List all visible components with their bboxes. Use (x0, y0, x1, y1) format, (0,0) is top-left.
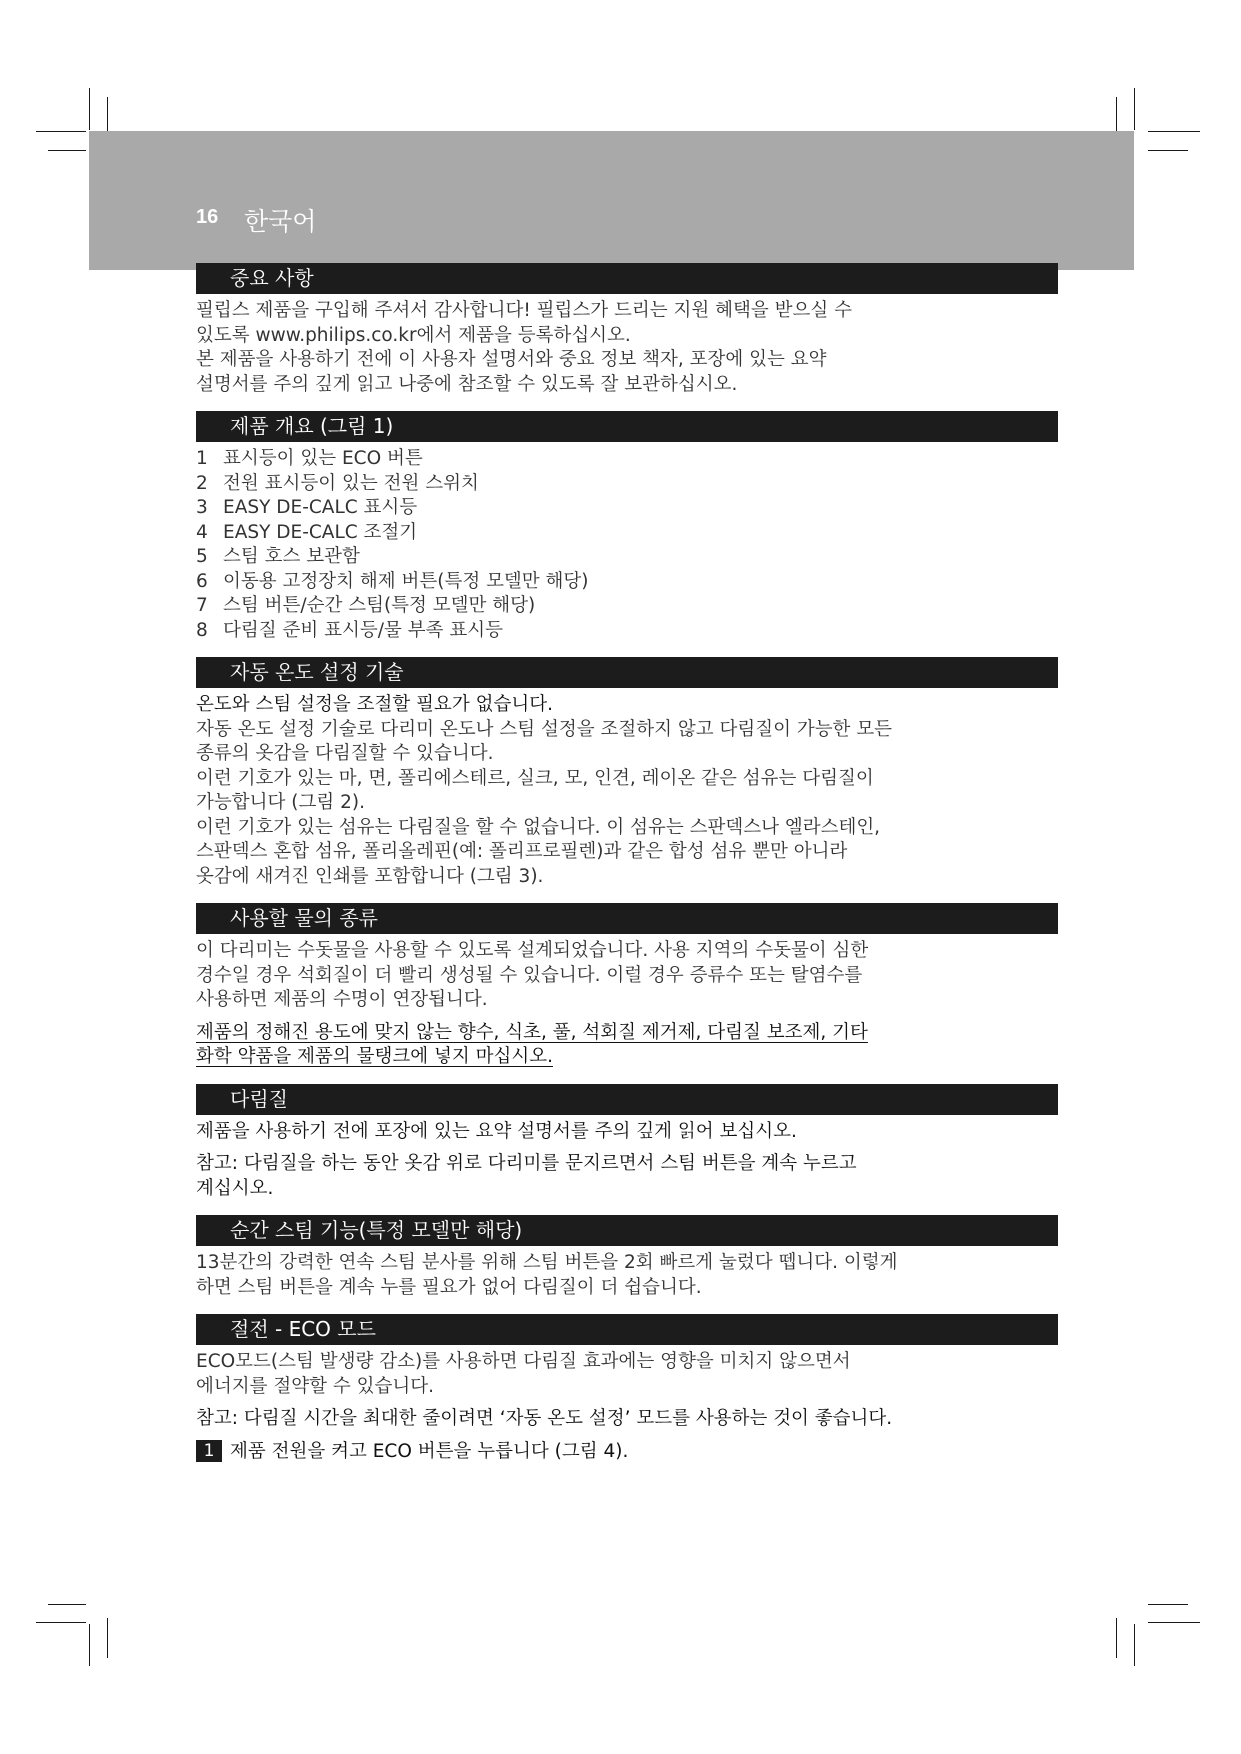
step-text: 제품 전원을 켜고 ECO 버튼을 누릅니다 (그림 4). (230, 1440, 629, 1462)
item-text: 전원 표시등이 있는 전원 스위치 (223, 472, 479, 494)
crop-mark (48, 150, 86, 151)
paragraph-line: 필립스 제품을 구입해 주셔서 감사합니다! 필립스가 드리는 지원 혜택을 받으실 수 (196, 300, 852, 321)
note-line: 참고: 다림질을 하는 동안 옷감 위로 다리미를 문지르면서 스팀 버튼을 계속 누르고 (196, 1153, 857, 1174)
section-auto-temp (196, 657, 1058, 889)
paragraph-line: 13분간의 강력한 연속 스팀 분사를 위해 스팀 버튼을 2회 빠르게 눌렀다 뗍니다. 이렇게 (196, 1252, 898, 1273)
step-line (196, 1440, 1058, 1465)
list-item (196, 447, 1058, 472)
item-number: 7 (196, 595, 208, 616)
crop-mark (1148, 131, 1200, 132)
paragraph-line: 이런 기호가 있는 섬유는 다림질을 할 수 없습니다. 이 섬유는 스판덱스나 엘라스테인, (196, 816, 881, 838)
lead-text: 온도와 스팀 설정을 조절할 필요가 없습니다. (196, 694, 553, 715)
item-number: 3 (196, 497, 208, 518)
item-text: 이동용 고정장치 해제 버튼(특정 모델만 해당) (223, 570, 589, 592)
paragraph-line: 종류의 옷감을 다림질할 수 있습니다. (196, 743, 494, 764)
section-ironing (196, 1084, 1058, 1202)
paragraph-line: 설명서를 주의 깊게 읽고 나중에 참조할 수 있도록 잘 보관하십시오. (196, 373, 738, 395)
crop-mark (1148, 1604, 1188, 1605)
crop-mark (36, 1622, 86, 1623)
item-text: 다림질 준비 표시등/물 부족 표시등 (223, 619, 503, 641)
warning-text: 제품의 정해진 용도에 맞지 않는 향수, 식초, 풀, 석회질 제거제, 다림질 보조제, 기타 (196, 1021, 868, 1043)
section-heading: 제품 개요 (그림 1) (196, 411, 1058, 442)
section-heading: 사용할 물의 종류 (196, 903, 1058, 934)
crop-mark (48, 1604, 86, 1605)
crop-mark (107, 1618, 108, 1658)
note-line: 참고: 다림질 시간을 최대한 줄이려면 ‘자동 온도 설정’ 모드를 사용하는 것이 좋습니다. (196, 1408, 893, 1429)
section-overview (196, 411, 1058, 643)
paragraph-line: 하면 스팀 버튼을 계속 누를 필요가 없어 다림질이 더 쉽습니다. (196, 1276, 702, 1298)
item-number: 1 (196, 448, 208, 469)
step-number-badge: 1 (196, 1440, 222, 1462)
document-body (196, 263, 1058, 1464)
item-text: EASY DE-CALC 조절기 (223, 521, 418, 543)
crop-mark (1134, 1624, 1135, 1666)
page-number: 16 (196, 206, 219, 228)
item-number: 2 (196, 472, 208, 494)
list-item (196, 594, 1058, 619)
crop-mark (1148, 150, 1188, 151)
warning-line (196, 1021, 1058, 1046)
list-item (196, 496, 1058, 521)
section-steam-shot (196, 1215, 1058, 1300)
crop-mark (1134, 88, 1135, 130)
section-important (196, 263, 1058, 397)
section-water (196, 903, 1058, 1070)
list-item (196, 472, 1058, 497)
section-heading: 순간 스팀 기능(특정 모델만 해당) (196, 1215, 1058, 1246)
crop-mark (36, 131, 86, 132)
paragraph-line: 에너지를 절약할 수 있습니다. (196, 1375, 434, 1397)
item-text: 스팀 버튼/순간 스팀(특정 모델만 해당) (223, 595, 536, 616)
crop-mark (89, 1624, 90, 1666)
paragraph-line: 있도록 www.philips.co.kr에서 제품을 등록하십시오. (196, 324, 631, 346)
lead-text: 제품을 사용하기 전에 포장에 있는 요약 설명서를 주의 깊게 읽어 보십시오. (196, 1120, 797, 1142)
header-band (89, 131, 1134, 270)
section-heading: 자동 온도 설정 기술 (196, 657, 1058, 688)
item-number: 6 (196, 570, 208, 592)
list-item (196, 570, 1058, 595)
warning-line (196, 1045, 1058, 1070)
item-text: 표시등이 있는 ECO 버튼 (223, 448, 423, 469)
item-text: EASY DE-CALC 표시등 (223, 497, 418, 518)
item-text: 스팀 호스 보관함 (223, 546, 360, 567)
crop-mark (1116, 1618, 1117, 1658)
item-number: 4 (196, 521, 208, 543)
item-number: 8 (196, 619, 208, 641)
parts-list (196, 447, 1058, 643)
paragraph-line: 이런 기호가 있는 마, 면, 폴리에스테르, 실크, 모, 인견, 레이온 같은 섬유는 다림질이 (196, 767, 874, 789)
paragraph-line: 스판덱스 혼합 섬유, 폴리올레핀(예: 폴리프로필렌)과 같은 합성 섬유 뿐만 아니라 (196, 841, 848, 862)
paragraph-line: 본 제품을 사용하기 전에 이 사용자 설명서와 중요 정보 책자, 포장에 있는 요약 (196, 349, 827, 370)
paragraph-line: 경수일 경우 석회질이 더 빨리 생성될 수 있습니다. 이럴 경우 증류수 또는 탈염수를 (196, 964, 863, 986)
crop-mark (89, 88, 90, 130)
paragraph-line: 사용하면 제품의 수명이 연장됩니다. (196, 989, 488, 1010)
paragraph-line: 옷감에 새겨진 인쇄를 포함합니다 (그림 3). (196, 865, 544, 887)
list-item (196, 619, 1058, 644)
section-eco (196, 1314, 1058, 1464)
section-heading: 절전 - ECO 모드 (196, 1314, 1058, 1345)
list-item (196, 521, 1058, 546)
section-heading: 중요 사항 (196, 263, 1058, 294)
list-item (196, 545, 1058, 570)
paragraph-line: 자동 온도 설정 기술로 다리미 온도나 스팀 설정을 조절하지 않고 다림질이 가능한 모든 (196, 718, 893, 740)
item-number: 5 (196, 546, 208, 567)
page-language: 한국어 (244, 207, 317, 236)
section-heading: 다림질 (196, 1084, 1058, 1115)
paragraph-line: 가능합니다 (그림 2). (196, 792, 365, 813)
paragraph-line: ECO모드(스팀 발생량 감소)를 사용하면 다림질 효과에는 영향을 미치지 않으면서 (196, 1351, 851, 1372)
note-line: 계십시오. (196, 1177, 274, 1199)
warning-text: 화학 약품을 제품의 물탱크에 넣지 마십시오. (196, 1046, 553, 1067)
paragraph-line: 이 다리미는 수돗물을 사용할 수 있도록 설계되었습니다. 사용 지역의 수돗물이 심한 (196, 940, 869, 961)
crop-mark (1148, 1622, 1200, 1623)
